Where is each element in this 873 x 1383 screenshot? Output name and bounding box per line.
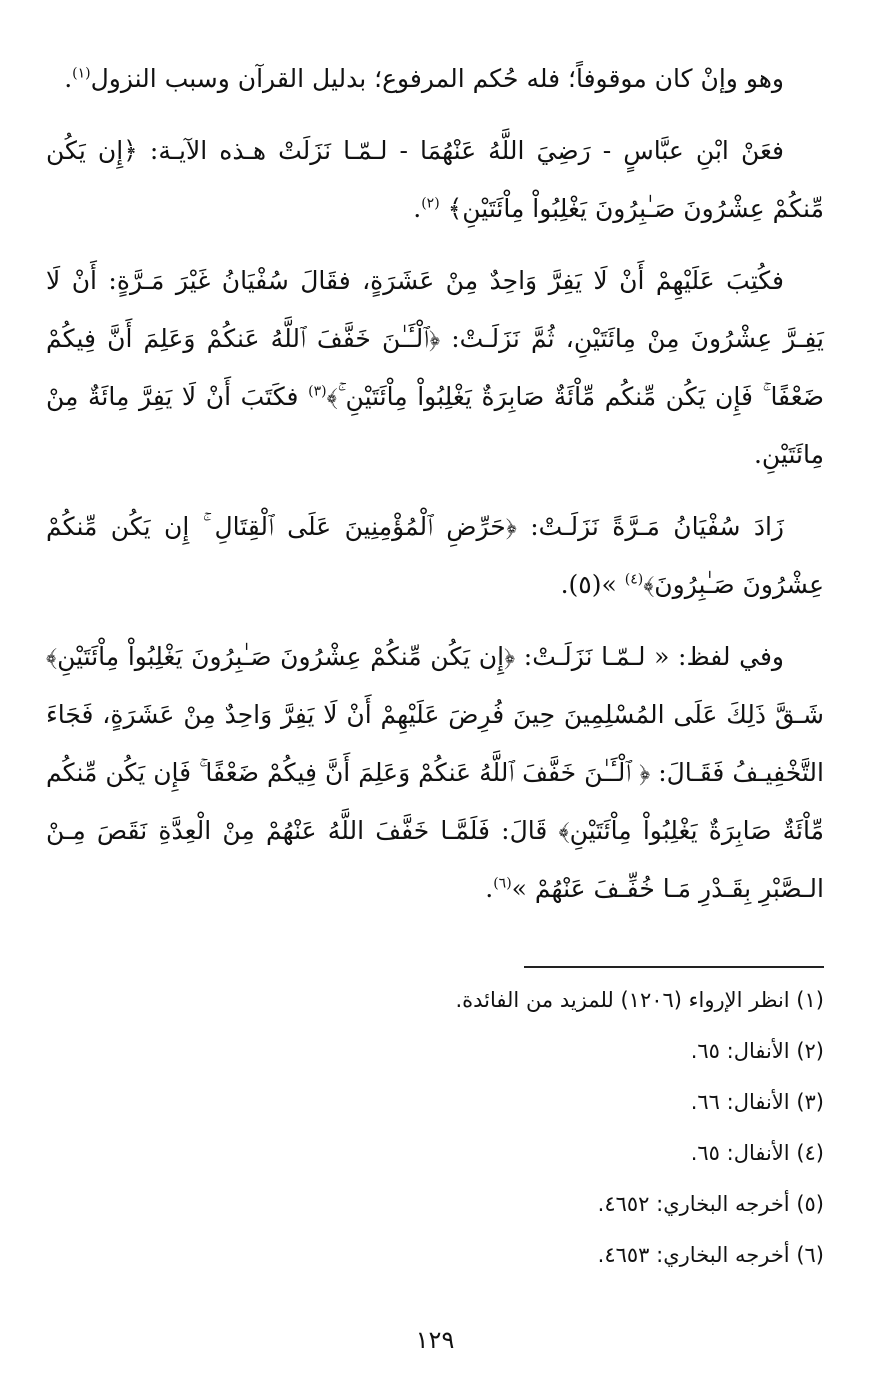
footnotes-list: [46, 985, 824, 1291]
paragraph-5-tail: .: [485, 874, 494, 903]
footnote-4: (٤) الأنفال: ٦٥.: [690, 1141, 824, 1165]
footnote-marker-2[interactable]: (٢): [421, 195, 440, 212]
footnote-marker-3[interactable]: (٣): [308, 383, 327, 400]
footnote-5: (٥) أخرجه البخاري: ٤٦٥٢.: [597, 1192, 824, 1216]
footnote-1: (١) انظر الإرواء (١٢٠٦) للمزيد من الفائدة.: [455, 988, 824, 1012]
paragraph-3-text: فكُتِبَ عَلَيْهِمْ أَنْ لَا يَفِرَّ وَاحِدٌ مِنْ عَشَرَةٍ، فقَالَ سُفْيَانُ غَيْرَ مَـرَّةٍ: أَنْ لَا يَفِـرَّ عِشْرُونَ مِنْ مِائَتَيْنِ، ثُمَّ نَزَلَـتْ: ﴿ٱلْـَٔـٰنَ خَفَّفَ ٱللَّهُ عَنكُمْ وَعَلِمَ أَنَّ فِيكُمْ ضَعْفًا ۚ فَإِن يَكُن مِّنكُم مِّاْئَةٌ صَابِرَةٌ يَغْلِبُواْ مِاْئَتَيْنِ ۚ﴾: [46, 266, 824, 411]
book-page: [46, 50, 824, 1360]
footnote-marker-6[interactable]: (٦): [493, 875, 512, 892]
paragraph-4: [46, 498, 824, 614]
paragraph-2-text: فعَنْ ابْنِ عبَّاسٍ - رَضِيَ اللَّهُ عَنْهُمَا - لـمّـا نَزَلَتْ هـذه الآيـة: ﴿إِن يَكُن مِّنكُمْ عِشْرُونَ صَـٰبِرُونَ يَغْلِبُواْ مِاْئَتَيْنِ﴾: [46, 136, 824, 223]
main-text: [46, 50, 824, 932]
paragraph-5: [46, 628, 824, 918]
paragraph-3-tail: فكَتَبَ أَنْ لَا يَفِرَّ مِائَةٌ مِنْ مِائَتَيْنِ.: [46, 382, 824, 469]
paragraph-2: [46, 122, 824, 238]
paragraph-1-tail: .: [64, 64, 73, 93]
paragraph-1-text: وهو وإنْ كان موقوفاً؛ فله حُكم المرفوع؛ بدليل القرآن وسبب النزول: [90, 64, 784, 93]
paragraph-1: [46, 50, 824, 108]
footnote-marker-1[interactable]: (١): [72, 65, 91, 82]
footnote-6: (٦) أخرجه البخاري: ٤٦٥٣.: [597, 1243, 824, 1267]
paragraph-2-tail: .: [413, 194, 422, 223]
paragraph-3: [46, 252, 824, 484]
paragraph-4-tail: »(٥).: [560, 570, 617, 599]
footnote-marker-4[interactable]: (٤): [624, 571, 644, 588]
paragraph-5-text: وفي لفظ: « لـمّـا نَزَلَـتْ: ﴿إِن يَكُن مِّنكُمْ عِشْرُونَ صَـٰبِرُونَ يَغْلِبُواْ مِاْئَتَيْنِ﴾ شَـقَّ ذَلِكَ عَلَى المُسْلِمِينَ حِينَ فُرِضَ عَلَيْهِمْ أَنْ لَا يَفِرَّ وَاحِدٌ مِنْ عَشَرَةٍ، فَجَاءَ التَّخْفِيـفُ فَقَـالَ: ﴿ ٱلْـَٔـٰنَ خَفَّفَ ٱللَّهُ عَنكُمْ وَعَلِمَ أَنَّ فِيكُمْ ضَعْفًا ۚ فَإِن يَكُن مِّنكُم مِّاْئَةٌ صَابِرَةٌ يَغْلِبُواْ مِاْئَتَيْنِ﴾ قَالَ: فَلَمَّـا خَفَّفَ اللَّهُ عَنْهُمْ مِنْ الْعِدَّةِ نَقَصَ مِـنْ الـصَّبْرِ بِقَـدْرِ مَـا خُفِّـفَ عَنْهُمْ »: [46, 642, 824, 903]
paragraph-4-text: زَادَ سُفْيَانُ مَـرَّةً نَزَلَـتْ: ﴿حَرِّضِ ٱلْمُؤْمِنِينَ عَلَى ٱلْقِتَالِ ۚ إِن يَكُن مِّنكُمْ عِشْرُونَ صَـٰبِرُونَ﴾: [46, 512, 824, 599]
footnote-divider: [524, 966, 824, 968]
page-number: ١٢٩: [415, 1326, 455, 1354]
footnote-3: (٣) الأنفال: ٦٦.: [690, 1090, 824, 1114]
footnote-2: (٢) الأنفال: ٦٥.: [690, 1039, 824, 1063]
